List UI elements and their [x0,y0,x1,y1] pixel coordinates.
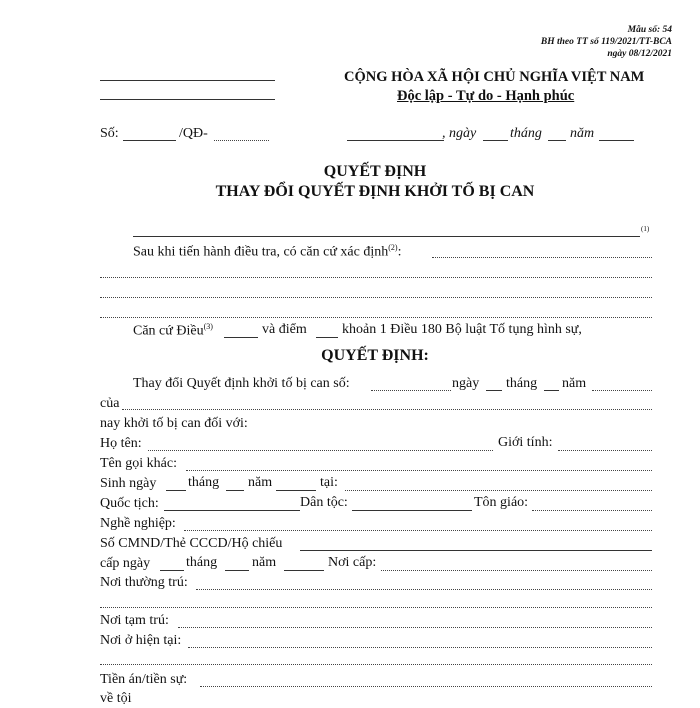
diem-blank [316,337,338,338]
qd-blank [214,140,269,141]
so-label: Số: [100,126,119,141]
issue-year-blank [284,570,324,571]
dieu-blank [224,337,258,338]
ten-goi-khac-label: Tên gọi khác: [100,456,177,471]
place-blank [347,140,444,141]
sinh-ngay-label: Sinh ngày [100,476,157,491]
change-nam-label: năm [562,376,587,391]
noi-tam-tru-row [100,612,169,630]
tien-an-blank [200,686,652,687]
investigation-blank-1 [432,257,652,258]
birth-month-blank [226,490,244,491]
ho-ten-row [100,435,142,453]
ve-toi-label: về tội [100,691,132,706]
change-month-blank [544,390,559,391]
nghe-nghiep-blank [184,530,652,531]
ton-giao-label: Tôn giáo: [474,495,529,510]
date-month-blank [548,140,566,141]
change-thang-label: tháng [506,376,538,391]
change-number-blank [371,390,451,391]
date-year-blank [599,140,634,141]
change-year-blank [592,390,652,391]
cmnd-label: Số CMND/Thẻ CCCD/Hộ chiếu [100,536,283,551]
dan-toc-label: Dân tộc: [300,495,348,510]
issue-nam-label: năm [252,555,277,570]
quoc-tich-blank [164,510,300,511]
decision-heading: QUYẾT ĐỊNH: [321,347,429,364]
noi-o-hien-tai-label: Nơi ở hiện tại: [100,633,182,648]
issue-day-blank [160,570,184,571]
investigation-text: Sau khi tiến hành điều tra, có căn cứ xác định [133,244,389,260]
ho-ten-label: Họ tên: [100,436,142,451]
document-subtitle: THAY ĐỔI QUYẾT ĐỊNH KHỞI TỐ BỊ CAN [215,183,535,200]
investigation-line [133,243,401,261]
footnote-1: (1) [641,225,650,233]
khoan-text: khoản 1 Điều 180 Bộ luật Tố tụng hình sự, [342,322,582,337]
nghe-nghiep-row [100,515,176,533]
date-thang-label: tháng [510,126,542,141]
noi-thuong-tru-row [100,574,188,592]
birth-nam-label: năm [248,475,273,490]
issue-thang-label: tháng [186,555,218,570]
footnote-3: (3) [203,322,213,331]
quoc-tich-label: Quốc tịch: [100,496,159,511]
can-cu-dieu: Căn cứ Điều [133,323,204,339]
cmnd-blank [300,550,652,551]
birth-place-blank [345,490,652,491]
noi-thuong-tru-blank [196,589,652,590]
date-day-blank [483,140,508,141]
investigation-colon: : [397,244,402,260]
birth-year-blank [276,490,316,491]
cmnd-row [100,535,282,553]
birth-thang-label: tháng [188,475,220,490]
tien-an-label: Tiền án/tiền sự: [100,672,188,687]
tien-an-row [100,671,187,689]
noi-thuong-tru-blank-2 [100,607,652,608]
noi-cap-blank [381,570,652,571]
birth-day-blank [166,490,186,491]
investigation-blank-3 [100,297,652,298]
noi-tam-tru-label: Nơi tạm trú: [100,613,169,628]
noi-cap-label: Nơi cấp: [328,555,377,570]
dan-toc-blank [352,510,472,511]
cua-blank [122,409,652,410]
change-text: Thay đổi Quyết định khởi tố bị can số: [133,376,350,391]
document-title: QUYẾT ĐỊNH [323,163,427,180]
ten-goi-khac-row [100,455,177,473]
so-blank [123,140,176,141]
date-nam-label: năm [570,126,595,141]
date-ngay-label: , ngày [442,126,477,141]
agency-line-2 [100,99,275,100]
agency-line-1 [100,80,275,81]
ve-toi-row [100,690,132,708]
footnote-2: (2) [388,243,398,252]
issue-month-blank [225,570,249,571]
noi-o-hien-tai-row [100,632,181,650]
form-meta [430,24,672,60]
ton-giao-blank [532,510,652,511]
investigation-blank-4 [100,317,652,318]
ho-ten-blank [148,450,493,451]
birth-tai-label: tại: [320,475,338,490]
cap-ngay-row [100,555,150,573]
nay-khoi-to: nay khởi tố bị can đối với: [100,416,248,431]
gioi-tinh-blank [558,450,652,451]
qd-label: /QĐ- [179,126,208,141]
change-ngay-label: ngày [452,376,480,391]
change-day-blank [486,390,502,391]
motto: Độc lập - Tự do - Hạnh phúc [397,88,575,104]
preamble-blank [133,236,640,237]
noi-o-hien-tai-blank [188,647,652,648]
form-circular-date: ngày 08/12/2021 [607,49,672,59]
noi-thuong-tru-label: Nơi thường trú: [100,575,188,590]
investigation-blank-2 [100,277,652,278]
legal-basis-line [133,322,213,340]
nghe-nghiep-label: Nghề nghiệp: [100,516,176,531]
ten-goi-khac-blank [186,470,652,471]
cap-ngay-label: cấp ngày [100,556,151,571]
sinh-ngay-row [100,475,156,493]
form-circular: BH theo TT số 119/2021/TT-BCA [540,37,672,47]
form-number: Mẫu số: 54 [627,25,672,35]
va-diem-label: và điểm [262,322,307,337]
gioi-tinh-label: Giới tính: [498,435,553,450]
quoc-tich-row [100,495,159,513]
noi-o-hien-tai-blank-2 [100,664,652,665]
noi-tam-tru-blank [178,627,652,628]
nation-title: CỘNG HÒA XÃ HỘI CHỦ NGHĨA VIỆT NAM [344,69,645,85]
cua-label: của [100,396,120,411]
